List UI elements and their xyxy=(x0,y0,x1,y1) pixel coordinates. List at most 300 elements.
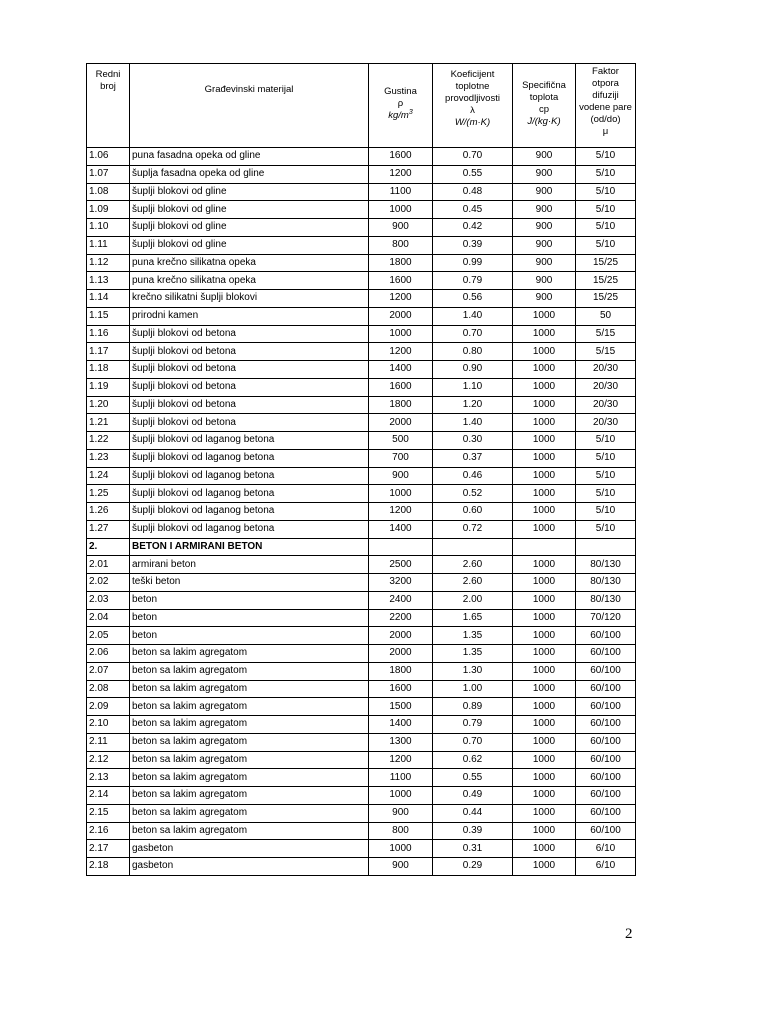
row-vapour-resistance: 60/100 xyxy=(576,645,636,663)
row-specific-heat: 1000 xyxy=(513,822,576,840)
row-density: 1600 xyxy=(369,378,433,396)
row-density: 900 xyxy=(369,467,433,485)
row-specific-heat: 900 xyxy=(513,236,576,254)
row-specific-heat: 1000 xyxy=(513,662,576,680)
row-conductivity: 0.90 xyxy=(433,361,513,379)
row-vapour-resistance: 60/100 xyxy=(576,751,636,769)
materials-table xyxy=(86,63,636,876)
row-conductivity: 1.40 xyxy=(433,414,513,432)
row-vapour-resistance: 5/10 xyxy=(576,183,636,201)
row-material: šuplji blokovi od betona xyxy=(130,325,369,343)
row-number: 2.01 xyxy=(87,556,130,574)
row-density: 1000 xyxy=(369,201,433,219)
row-vapour-resistance: 5/10 xyxy=(576,449,636,467)
row-number: 2.03 xyxy=(87,591,130,609)
table-row xyxy=(87,219,636,237)
row-vapour-resistance xyxy=(576,538,636,556)
table-row xyxy=(87,591,636,609)
row-specific-heat: 1000 xyxy=(513,343,576,361)
header-specific-heat xyxy=(513,64,576,148)
header-no-line2: broj xyxy=(100,81,116,92)
table-row xyxy=(87,574,636,592)
row-material: puna krečno silikatna opeka xyxy=(130,272,369,290)
row-specific-heat: 1000 xyxy=(513,804,576,822)
row-specific-heat: 1000 xyxy=(513,787,576,805)
row-number: 2.18 xyxy=(87,858,130,876)
row-material: beton sa lakim agregatom xyxy=(130,662,369,680)
header-row xyxy=(87,64,636,148)
row-number: 1.07 xyxy=(87,165,130,183)
row-specific-heat: 900 xyxy=(513,254,576,272)
row-density: 1000 xyxy=(369,485,433,503)
row-specific-heat: 1000 xyxy=(513,609,576,627)
row-specific-heat: 1000 xyxy=(513,503,576,521)
table-row xyxy=(87,645,636,663)
row-specific-heat: 900 xyxy=(513,183,576,201)
table-row xyxy=(87,307,636,325)
row-number: 1.17 xyxy=(87,343,130,361)
row-number: 1.24 xyxy=(87,467,130,485)
table-row xyxy=(87,378,636,396)
row-specific-heat: 1000 xyxy=(513,751,576,769)
row-material: puna fasadna opeka od gline xyxy=(130,148,369,166)
row-material: šuplji blokovi od laganog betona xyxy=(130,503,369,521)
header-vapour-line3: difuziji xyxy=(592,90,619,101)
row-material: beton sa lakim agregatom xyxy=(130,680,369,698)
row-density: 1100 xyxy=(369,183,433,201)
row-material: beton xyxy=(130,591,369,609)
row-vapour-resistance: 5/15 xyxy=(576,343,636,361)
table-row xyxy=(87,361,636,379)
row-vapour-resistance: 80/130 xyxy=(576,556,636,574)
row-vapour-resistance: 60/100 xyxy=(576,787,636,805)
table-row xyxy=(87,325,636,343)
row-vapour-resistance: 15/25 xyxy=(576,290,636,308)
header-density-unit-exp: 3 xyxy=(408,108,413,116)
row-specific-heat: 1000 xyxy=(513,414,576,432)
row-density: 1600 xyxy=(369,272,433,290)
row-number: 2. xyxy=(87,538,130,556)
row-conductivity: 0.29 xyxy=(433,858,513,876)
header-conductivity-unit: W/(m·K) xyxy=(454,117,491,128)
row-number: 2.14 xyxy=(87,787,130,805)
row-conductivity: 1.35 xyxy=(433,645,513,663)
row-specific-heat: 1000 xyxy=(513,574,576,592)
row-density: 1200 xyxy=(369,343,433,361)
row-number: 1.09 xyxy=(87,201,130,219)
row-density: 800 xyxy=(369,822,433,840)
row-conductivity: 0.70 xyxy=(433,733,513,751)
row-number: 1.21 xyxy=(87,414,130,432)
row-conductivity: 1.10 xyxy=(433,378,513,396)
table-row xyxy=(87,343,636,361)
row-density: 1800 xyxy=(369,396,433,414)
row-number: 1.12 xyxy=(87,254,130,272)
row-density: 900 xyxy=(369,219,433,237)
row-specific-heat: 1000 xyxy=(513,432,576,450)
row-material: beton xyxy=(130,609,369,627)
table-row xyxy=(87,414,636,432)
header-material-label: Građevinski materijal xyxy=(204,84,294,95)
row-density: 1300 xyxy=(369,733,433,751)
table-row xyxy=(87,733,636,751)
section-row xyxy=(87,538,636,556)
header-no xyxy=(87,64,130,148)
header-density xyxy=(369,64,433,148)
row-density: 900 xyxy=(369,804,433,822)
header-density-unit xyxy=(371,110,430,122)
row-number: 1.18 xyxy=(87,361,130,379)
row-specific-heat: 900 xyxy=(513,272,576,290)
row-material: BETON I ARMIRANI BETON xyxy=(130,538,369,556)
row-conductivity: 1.65 xyxy=(433,609,513,627)
row-density: 1200 xyxy=(369,503,433,521)
row-specific-heat: 1000 xyxy=(513,307,576,325)
row-number: 1.27 xyxy=(87,520,130,538)
header-vapour xyxy=(576,64,636,148)
table-body xyxy=(87,148,636,876)
row-conductivity: 0.80 xyxy=(433,343,513,361)
table-row xyxy=(87,769,636,787)
row-specific-heat: 1000 xyxy=(513,325,576,343)
header-vapour-line2: otpora xyxy=(592,78,619,89)
row-specific-heat: 1000 xyxy=(513,556,576,574)
header-vapour-line1: Faktor xyxy=(592,66,619,77)
row-specific-heat: 1000 xyxy=(513,645,576,663)
row-material: beton xyxy=(130,627,369,645)
table-row xyxy=(87,520,636,538)
row-vapour-resistance: 20/30 xyxy=(576,396,636,414)
row-material: beton sa lakim agregatom xyxy=(130,751,369,769)
header-density-symbol: ρ xyxy=(397,98,404,109)
table-row xyxy=(87,858,636,876)
row-density: 2500 xyxy=(369,556,433,574)
row-vapour-resistance: 60/100 xyxy=(576,822,636,840)
row-material: beton sa lakim agregatom xyxy=(130,733,369,751)
row-material: šuplji blokovi od betona xyxy=(130,343,369,361)
row-material: gasbeton xyxy=(130,858,369,876)
row-vapour-resistance: 60/100 xyxy=(576,662,636,680)
row-vapour-resistance: 20/30 xyxy=(576,414,636,432)
header-vapour-range: (od/do) xyxy=(590,114,621,125)
row-number: 1.11 xyxy=(87,236,130,254)
row-material: gasbeton xyxy=(130,840,369,858)
row-conductivity: 0.44 xyxy=(433,804,513,822)
row-conductivity: 0.49 xyxy=(433,787,513,805)
row-number: 1.20 xyxy=(87,396,130,414)
row-specific-heat: 1000 xyxy=(513,467,576,485)
header-vapour-symbol: μ xyxy=(602,126,609,137)
row-conductivity xyxy=(433,538,513,556)
header-conductivity xyxy=(433,64,513,148)
header-specific-heat-line1: Specifična xyxy=(522,80,566,91)
row-number: 1.13 xyxy=(87,272,130,290)
row-vapour-resistance: 60/100 xyxy=(576,769,636,787)
row-material: šuplji blokovi od gline xyxy=(130,236,369,254)
table-row xyxy=(87,396,636,414)
row-material: beton sa lakim agregatom xyxy=(130,787,369,805)
row-number: 1.22 xyxy=(87,432,130,450)
row-number: 2.05 xyxy=(87,627,130,645)
table-row xyxy=(87,272,636,290)
row-specific-heat: 1000 xyxy=(513,449,576,467)
row-number: 1.23 xyxy=(87,449,130,467)
row-density: 1000 xyxy=(369,840,433,858)
row-number: 2.04 xyxy=(87,609,130,627)
row-conductivity: 0.70 xyxy=(433,148,513,166)
header-no-line1: Redni xyxy=(95,69,121,80)
row-number: 1.14 xyxy=(87,290,130,308)
row-density: 1200 xyxy=(369,165,433,183)
row-specific-heat: 1000 xyxy=(513,840,576,858)
row-material: beton sa lakim agregatom xyxy=(130,822,369,840)
row-vapour-resistance: 5/10 xyxy=(576,219,636,237)
row-vapour-resistance: 6/10 xyxy=(576,858,636,876)
row-density: 1800 xyxy=(369,662,433,680)
row-specific-heat: 1000 xyxy=(513,769,576,787)
row-material: beton sa lakim agregatom xyxy=(130,698,369,716)
row-vapour-resistance: 70/120 xyxy=(576,609,636,627)
row-number: 2.12 xyxy=(87,751,130,769)
row-vapour-resistance: 6/10 xyxy=(576,840,636,858)
row-conductivity: 0.99 xyxy=(433,254,513,272)
row-material: šuplji blokovi od laganog betona xyxy=(130,449,369,467)
row-conductivity: 2.00 xyxy=(433,591,513,609)
table-row xyxy=(87,432,636,450)
row-material: šuplji blokovi od betona xyxy=(130,414,369,432)
row-specific-heat: 1000 xyxy=(513,396,576,414)
row-specific-heat: 1000 xyxy=(513,858,576,876)
row-specific-heat: 900 xyxy=(513,165,576,183)
row-number: 1.15 xyxy=(87,307,130,325)
header-density-unit-base: kg/m xyxy=(388,110,409,121)
row-vapour-resistance: 5/10 xyxy=(576,148,636,166)
header-vapour-line4: vodene pare xyxy=(579,102,632,113)
row-vapour-resistance: 5/10 xyxy=(576,520,636,538)
row-conductivity: 0.42 xyxy=(433,219,513,237)
row-specific-heat: 1000 xyxy=(513,378,576,396)
header-conductivity-line1: Koeficijent xyxy=(450,69,495,80)
header-specific-heat-line2: toplota xyxy=(529,92,559,103)
table-row xyxy=(87,804,636,822)
row-material: šuplji blokovi od laganog betona xyxy=(130,485,369,503)
row-density: 3200 xyxy=(369,574,433,592)
row-specific-heat: 900 xyxy=(513,290,576,308)
row-vapour-resistance: 5/15 xyxy=(576,325,636,343)
table-row xyxy=(87,840,636,858)
row-specific-heat: 1000 xyxy=(513,733,576,751)
row-vapour-resistance: 5/10 xyxy=(576,165,636,183)
row-conductivity: 0.52 xyxy=(433,485,513,503)
header-specific-heat-unit: J/(kg·K) xyxy=(527,116,561,127)
row-vapour-resistance: 80/130 xyxy=(576,591,636,609)
row-number: 1.19 xyxy=(87,378,130,396)
row-material: šuplji blokovi od gline xyxy=(130,201,369,219)
table-row xyxy=(87,148,636,166)
table-row xyxy=(87,822,636,840)
row-material: šuplji blokovi od betona xyxy=(130,396,369,414)
row-conductivity: 0.89 xyxy=(433,698,513,716)
row-vapour-resistance: 5/10 xyxy=(576,432,636,450)
row-density: 800 xyxy=(369,236,433,254)
row-number: 2.10 xyxy=(87,716,130,734)
row-specific-heat: 1000 xyxy=(513,485,576,503)
table-row xyxy=(87,751,636,769)
row-vapour-resistance: 60/100 xyxy=(576,698,636,716)
row-density: 1400 xyxy=(369,716,433,734)
row-density: 2400 xyxy=(369,591,433,609)
header-conductivity-line2: toplotne xyxy=(455,81,490,92)
table-row xyxy=(87,680,636,698)
row-vapour-resistance: 5/10 xyxy=(576,503,636,521)
table-row xyxy=(87,609,636,627)
row-specific-heat xyxy=(513,538,576,556)
header-material xyxy=(130,64,369,148)
row-density: 1400 xyxy=(369,361,433,379)
row-conductivity: 0.31 xyxy=(433,840,513,858)
row-material: armirani beton xyxy=(130,556,369,574)
row-number: 1.25 xyxy=(87,485,130,503)
row-material: šuplji blokovi od gline xyxy=(130,219,369,237)
row-number: 1.26 xyxy=(87,503,130,521)
row-conductivity: 0.62 xyxy=(433,751,513,769)
row-number: 2.15 xyxy=(87,804,130,822)
header-density-line1: Gustina xyxy=(384,86,417,97)
row-specific-heat: 1000 xyxy=(513,698,576,716)
row-number: 2.16 xyxy=(87,822,130,840)
row-conductivity: 0.55 xyxy=(433,165,513,183)
row-specific-heat: 1000 xyxy=(513,591,576,609)
table-row xyxy=(87,627,636,645)
row-vapour-resistance: 60/100 xyxy=(576,804,636,822)
row-conductivity: 1.35 xyxy=(433,627,513,645)
row-number: 2.17 xyxy=(87,840,130,858)
table-row xyxy=(87,183,636,201)
row-specific-heat: 1000 xyxy=(513,716,576,734)
row-material: krečno silikatni šuplji blokovi xyxy=(130,290,369,308)
row-number: 1.06 xyxy=(87,148,130,166)
row-vapour-resistance: 50 xyxy=(576,307,636,325)
row-number: 2.07 xyxy=(87,662,130,680)
row-density: 1000 xyxy=(369,325,433,343)
row-conductivity: 0.45 xyxy=(433,201,513,219)
row-number: 1.08 xyxy=(87,183,130,201)
row-conductivity: 0.79 xyxy=(433,272,513,290)
row-number: 2.06 xyxy=(87,645,130,663)
row-vapour-resistance: 15/25 xyxy=(576,254,636,272)
row-number: 1.16 xyxy=(87,325,130,343)
row-conductivity: 0.46 xyxy=(433,467,513,485)
header-conductivity-line3: provodljivosti xyxy=(445,93,500,104)
row-vapour-resistance: 60/100 xyxy=(576,716,636,734)
row-number: 2.09 xyxy=(87,698,130,716)
row-density: 1500 xyxy=(369,698,433,716)
header-specific-heat-symbol: cp xyxy=(538,104,550,115)
row-density: 1800 xyxy=(369,254,433,272)
row-material: prirodni kamen xyxy=(130,307,369,325)
row-number: 2.08 xyxy=(87,680,130,698)
row-specific-heat: 1000 xyxy=(513,520,576,538)
row-density: 900 xyxy=(369,858,433,876)
row-conductivity: 0.70 xyxy=(433,325,513,343)
table-row xyxy=(87,787,636,805)
row-density: 1000 xyxy=(369,787,433,805)
row-material: beton sa lakim agregatom xyxy=(130,716,369,734)
row-number: 1.10 xyxy=(87,219,130,237)
row-material: beton sa lakim agregatom xyxy=(130,804,369,822)
row-density: 2200 xyxy=(369,609,433,627)
row-vapour-resistance: 20/30 xyxy=(576,378,636,396)
row-specific-heat: 1000 xyxy=(513,627,576,645)
row-vapour-resistance: 80/130 xyxy=(576,574,636,592)
row-specific-heat: 900 xyxy=(513,148,576,166)
header-conductivity-symbol: λ xyxy=(470,105,475,116)
row-vapour-resistance: 60/100 xyxy=(576,680,636,698)
row-material: teški beton xyxy=(130,574,369,592)
row-conductivity: 0.55 xyxy=(433,769,513,787)
table-row xyxy=(87,716,636,734)
row-specific-heat: 900 xyxy=(513,219,576,237)
row-vapour-resistance: 60/100 xyxy=(576,627,636,645)
table-row xyxy=(87,698,636,716)
row-conductivity: 1.00 xyxy=(433,680,513,698)
table-row xyxy=(87,467,636,485)
table-row xyxy=(87,449,636,467)
row-conductivity: 0.72 xyxy=(433,520,513,538)
row-density: 700 xyxy=(369,449,433,467)
row-vapour-resistance: 5/10 xyxy=(576,236,636,254)
row-material: puna krečno silikatna opeka xyxy=(130,254,369,272)
row-specific-heat: 1000 xyxy=(513,680,576,698)
row-number: 2.11 xyxy=(87,733,130,751)
row-material: šuplji blokovi od laganog betona xyxy=(130,520,369,538)
row-conductivity: 0.30 xyxy=(433,432,513,450)
row-material: beton sa lakim agregatom xyxy=(130,769,369,787)
row-vapour-resistance: 60/100 xyxy=(576,733,636,751)
row-vapour-resistance: 5/10 xyxy=(576,485,636,503)
row-specific-heat: 900 xyxy=(513,201,576,219)
page-number: 2 xyxy=(625,926,633,942)
row-density: 1100 xyxy=(369,769,433,787)
row-conductivity: 0.79 xyxy=(433,716,513,734)
row-conductivity: 2.60 xyxy=(433,556,513,574)
row-material: šuplji blokovi od betona xyxy=(130,361,369,379)
table-row xyxy=(87,485,636,503)
row-density xyxy=(369,538,433,556)
table-row xyxy=(87,556,636,574)
row-vapour-resistance: 5/10 xyxy=(576,467,636,485)
row-material: šuplji blokovi od laganog betona xyxy=(130,432,369,450)
table-row xyxy=(87,201,636,219)
row-density: 500 xyxy=(369,432,433,450)
row-conductivity: 1.30 xyxy=(433,662,513,680)
row-density: 1200 xyxy=(369,290,433,308)
row-density: 2000 xyxy=(369,627,433,645)
row-conductivity: 0.48 xyxy=(433,183,513,201)
row-conductivity: 0.60 xyxy=(433,503,513,521)
row-vapour-resistance: 5/10 xyxy=(576,201,636,219)
row-density: 2000 xyxy=(369,645,433,663)
row-material: šuplji blokovi od gline xyxy=(130,183,369,201)
row-density: 1400 xyxy=(369,520,433,538)
table-row xyxy=(87,662,636,680)
row-conductivity: 2.60 xyxy=(433,574,513,592)
row-specific-heat: 1000 xyxy=(513,361,576,379)
row-number: 2.13 xyxy=(87,769,130,787)
row-conductivity: 0.56 xyxy=(433,290,513,308)
row-number: 2.02 xyxy=(87,574,130,592)
row-vapour-resistance: 20/30 xyxy=(576,361,636,379)
